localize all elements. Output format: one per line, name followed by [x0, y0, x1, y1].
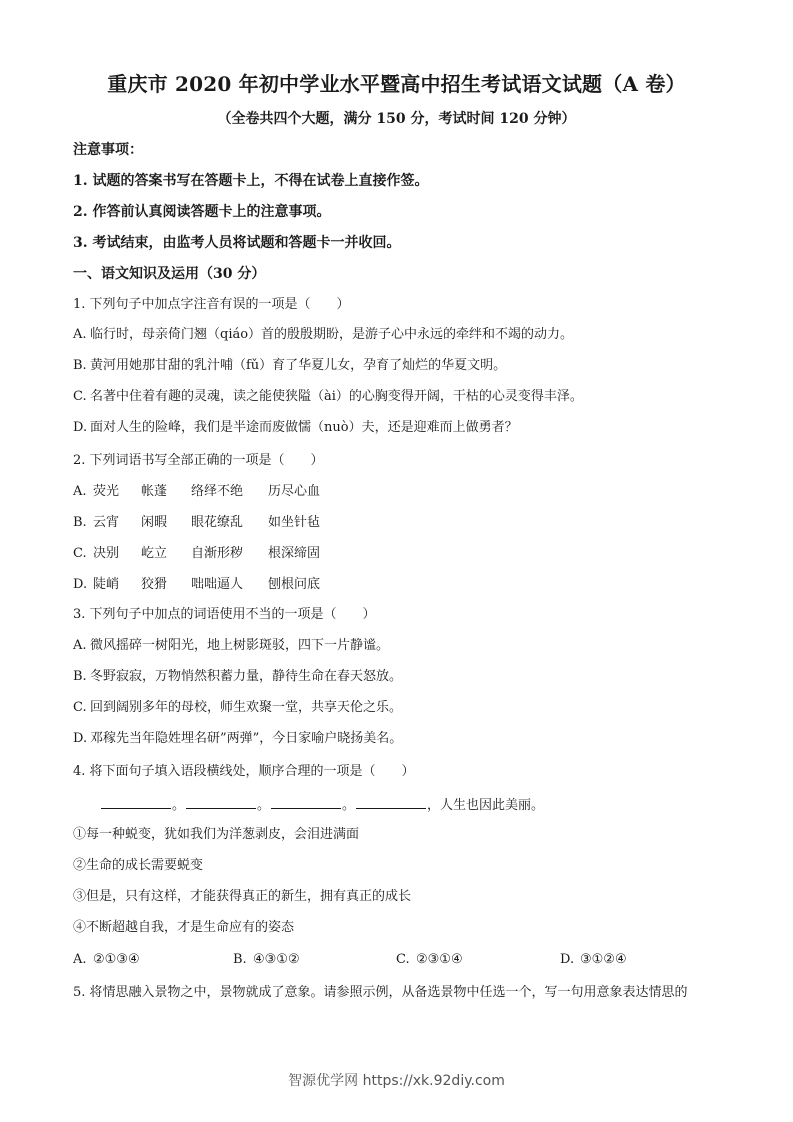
option-label: B.: [73, 515, 87, 530]
notice-item: 1. 试题的答案书写在答题卡上，不得在试卷上直接作签。: [73, 173, 429, 189]
question-5-stem: 5. 将情思融入景物之中，景物就成了意象。请参照示例，从备选景物中任选一个，写一句用意象表达情思的: [73, 985, 688, 1000]
question-2-option-a: [73, 482, 320, 502]
option-label: A.: [73, 327, 87, 342]
option-text: ③①②④: [580, 952, 627, 967]
option-word: 刨根问底: [268, 577, 321, 592]
option-label: D.: [73, 420, 88, 435]
option-label: B.: [73, 358, 87, 373]
question-4-fill-line: 。 。 。 ，人生也因此美丽。: [100, 794, 544, 816]
notice-item: 3. 考试结束，由监考人员将试题和答题卡一并收回。: [73, 235, 401, 251]
option-word: 荧光: [93, 484, 120, 499]
option-label: C.: [396, 952, 410, 967]
question-4-choice-a: [73, 950, 140, 970]
option-word: 闲暇: [141, 515, 168, 530]
option-word: 屹立: [141, 546, 168, 561]
question-3-option-b: [73, 667, 402, 687]
option-word: 狡猾: [141, 577, 168, 592]
question-4-sentence: ④不断超越自我，才是生命应有的姿态: [73, 920, 295, 935]
question-1-option-c: [73, 387, 583, 407]
question-2-option-b: [73, 513, 320, 533]
option-text: 黄河用她那甘甜的乳汁哺（fǔ）育了华夏儿女，孕育了灿烂的华夏文明。: [90, 358, 507, 373]
fill-tail-text: ，人生也因此美丽。: [427, 798, 545, 813]
option-label: D.: [560, 952, 575, 967]
option-text: ④③①②: [253, 952, 300, 967]
question-1-option-d: [73, 418, 518, 438]
answer-blank: [271, 794, 341, 809]
option-label: C.: [73, 546, 87, 561]
option-label: A.: [73, 638, 87, 653]
option-text: 微风摇碎一树阳光，地上树影斑驳，四下一片静谧。: [90, 638, 390, 653]
question-2-option-d: [73, 575, 320, 595]
answer-blank: [101, 794, 171, 809]
option-text: 临行时，母亲倚门翘（qiáo）首的殷殷期盼，是游子心中永远的牵绊和不竭的动力。: [90, 327, 574, 342]
option-word: 自渐形秽: [191, 546, 244, 561]
question-4-choice-b: [233, 950, 300, 970]
option-label: C.: [73, 700, 87, 715]
option-text: 邓稼先当年隐姓埋名研”两弹”，今日家喻户晓扬美名。: [90, 731, 403, 746]
option-label: A.: [73, 952, 87, 967]
notice-item: 2. 作答前认真阅读答题卡上的注意事项。: [73, 204, 331, 220]
option-label: D.: [73, 731, 88, 746]
option-word: 咄咄逼人: [191, 577, 244, 592]
option-label: A.: [73, 484, 87, 499]
answer-blank: [186, 794, 256, 809]
question-4-sentence: ③但是，只有这样，才能获得真正的新生，拥有真正的成长: [73, 889, 412, 904]
answer-blank: [356, 794, 426, 809]
section-heading: 一、语文知识及运用（30 分）: [73, 266, 266, 282]
question-4-choice-c: [396, 950, 463, 970]
option-text: ②①③④: [93, 952, 140, 967]
option-word: 云宵: [93, 515, 120, 530]
option-text: 回到阔别多年的母校，师生欢聚一堂，共享天伦之乐。: [90, 700, 403, 715]
question-4-sentence: ①每一种蜕变，犹如我们为洋葱剥皮，会泪进满面: [73, 827, 360, 842]
option-word: 眼花缭乱: [191, 515, 244, 530]
question-1-stem: 1. 下列句子中加点字注音有误的一项是（ ）: [73, 297, 350, 312]
page-title: 重庆市 2020 年初中学业水平暨高中招生考试语文试题（A 卷）: [107, 72, 686, 96]
notice-heading: 注意事项：: [73, 142, 143, 158]
option-word: 帐蓬: [141, 484, 168, 499]
option-text: 冬野寂寂，万物悄然积蓄力量，静待生命在春天怒放。: [90, 669, 403, 684]
question-3-option-c: [73, 698, 402, 718]
question-1-option-b: [73, 356, 506, 376]
option-label: C.: [73, 389, 87, 404]
option-text: ②③①④: [416, 952, 463, 967]
option-text: 面对人生的险峰，我们是半途而废做懦（nuò）夫，还是迎难而上做勇者？: [90, 420, 518, 435]
page-footer: 智源优学网 https://xk.92diy.com: [288, 1073, 505, 1089]
option-word: 历尽心血: [268, 484, 321, 499]
option-label: B.: [73, 669, 87, 684]
question-4-sentence: ②生命的成长需要蜕变: [73, 858, 204, 873]
question-2-stem: 2. 下列词语书写全部正确的一项是（ ）: [73, 453, 324, 468]
option-word: 陡峭: [93, 577, 120, 592]
option-word: 络绎不绝: [191, 484, 244, 499]
question-1-option-a: [73, 325, 573, 345]
page-subtitle: （全卷共四个大题，满分 150 分，考试时间 120 分钟）: [217, 111, 576, 127]
option-word: 根深缔固: [268, 546, 321, 561]
question-3-option-d: [73, 729, 402, 749]
option-label: B.: [233, 952, 247, 967]
option-text: 名著中住着有趣的灵魂，读之能使狭隘（ài）的心胸变得开阔，干枯的心灵变得丰泽。: [90, 389, 583, 404]
question-4-stem: 4. 将下面句子填入语段横线处，顺序合理的一项是（ ）: [73, 764, 415, 779]
option-label: D.: [73, 577, 88, 592]
option-word: 如坐针毡: [268, 515, 321, 530]
question-3-option-a: [73, 636, 389, 656]
question-4-choice-d: [560, 950, 627, 970]
question-2-option-c: [73, 544, 320, 564]
option-word: 决别: [93, 546, 120, 561]
question-3-stem: 3. 下列句子中加点的词语使用不当的一项是（ ）: [73, 607, 376, 622]
